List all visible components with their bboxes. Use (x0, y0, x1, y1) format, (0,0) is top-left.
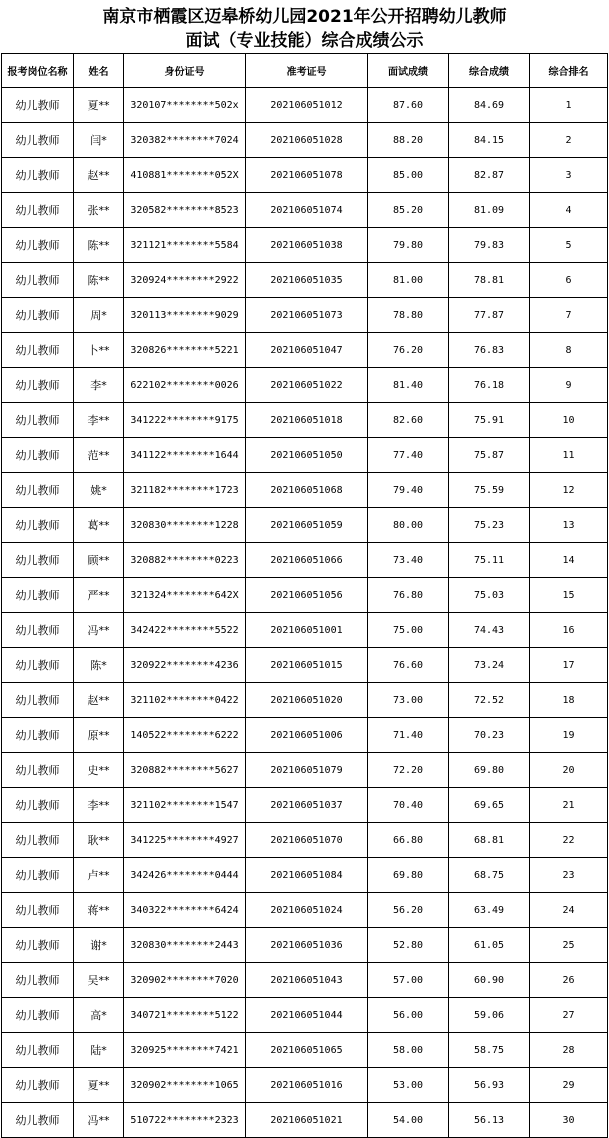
position-cell: 幼儿教师 (2, 508, 74, 543)
table-row (2, 718, 608, 753)
id-number-cell: 410881********052X (124, 158, 246, 193)
table-row (2, 578, 608, 613)
position-cell: 幼儿教师 (2, 473, 74, 508)
name-cell: 陈** (74, 263, 124, 298)
position-cell: 幼儿教师 (2, 648, 74, 683)
total-score-cell: 77.87 (449, 298, 530, 333)
id-number-cell: 510722********2323 (124, 1103, 246, 1138)
position-cell: 幼儿教师 (2, 368, 74, 403)
id-number-cell: 140522********6222 (124, 718, 246, 753)
total-score-cell: 74.43 (449, 613, 530, 648)
rank-cell: 24 (530, 893, 608, 928)
id-number-cell: 320582********8523 (124, 193, 246, 228)
name-cell: 李* (74, 368, 124, 403)
rank-cell: 26 (530, 963, 608, 998)
interview-score-cell: 81.40 (368, 368, 449, 403)
exam-number-cell: 202106051038 (246, 228, 368, 263)
table-row (2, 963, 608, 998)
table-row (2, 1103, 608, 1138)
rank-cell: 20 (530, 753, 608, 788)
rank-cell: 23 (530, 858, 608, 893)
name-cell: 赵** (74, 158, 124, 193)
interview-score-cell: 76.60 (368, 648, 449, 683)
name-cell: 夏** (74, 1068, 124, 1103)
id-number-cell: 342426********0444 (124, 858, 246, 893)
id-number-cell: 320826********5221 (124, 333, 246, 368)
exam-number-cell: 202106051021 (246, 1103, 368, 1138)
interview-score-cell: 54.00 (368, 1103, 449, 1138)
id-number-cell: 321102********1547 (124, 788, 246, 823)
rank-cell: 30 (530, 1103, 608, 1138)
total-score-cell: 76.18 (449, 368, 530, 403)
id-number-cell: 320922********4236 (124, 648, 246, 683)
rank-cell: 2 (530, 123, 608, 158)
header-total-score: 综合成绩 (449, 54, 530, 88)
exam-number-cell: 202106051001 (246, 613, 368, 648)
exam-number-cell: 202106051050 (246, 438, 368, 473)
position-cell: 幼儿教师 (2, 263, 74, 298)
name-cell: 范** (74, 438, 124, 473)
table-row (2, 823, 608, 858)
id-number-cell: 320107********502x (124, 88, 246, 123)
exam-number-cell: 202106051043 (246, 963, 368, 998)
id-number-cell: 341225********4927 (124, 823, 246, 858)
rank-cell: 7 (530, 298, 608, 333)
name-cell: 陈** (74, 228, 124, 263)
table-row (2, 683, 608, 718)
exam-number-cell: 202106051036 (246, 928, 368, 963)
position-cell: 幼儿教师 (2, 753, 74, 788)
table-row (2, 648, 608, 683)
total-score-cell: 59.06 (449, 998, 530, 1033)
rank-cell: 19 (530, 718, 608, 753)
position-cell: 幼儿教师 (2, 158, 74, 193)
name-cell: 严** (74, 578, 124, 613)
total-score-cell: 75.87 (449, 438, 530, 473)
interview-score-cell: 57.00 (368, 963, 449, 998)
table-row (2, 543, 608, 578)
total-score-cell: 69.80 (449, 753, 530, 788)
interview-score-cell: 72.20 (368, 753, 449, 788)
exam-number-cell: 202106051015 (246, 648, 368, 683)
interview-score-cell: 75.00 (368, 613, 449, 648)
total-score-cell: 56.93 (449, 1068, 530, 1103)
exam-number-cell: 202106051068 (246, 473, 368, 508)
position-cell: 幼儿教师 (2, 823, 74, 858)
exam-number-cell: 202106051066 (246, 543, 368, 578)
table-row (2, 893, 608, 928)
exam-number-cell: 202106051018 (246, 403, 368, 438)
name-cell: 葛** (74, 508, 124, 543)
position-cell: 幼儿教师 (2, 88, 74, 123)
position-cell: 幼儿教师 (2, 543, 74, 578)
interview-score-cell: 81.00 (368, 263, 449, 298)
name-cell: 周* (74, 298, 124, 333)
table-row (2, 508, 608, 543)
table-row (2, 858, 608, 893)
position-cell: 幼儿教师 (2, 403, 74, 438)
id-number-cell: 341122********1644 (124, 438, 246, 473)
position-cell: 幼儿教师 (2, 683, 74, 718)
interview-score-cell: 79.40 (368, 473, 449, 508)
rank-cell: 22 (530, 823, 608, 858)
exam-number-cell: 202106051084 (246, 858, 368, 893)
rank-cell: 6 (530, 263, 608, 298)
total-score-cell: 73.24 (449, 648, 530, 683)
name-cell: 张** (74, 193, 124, 228)
position-cell: 幼儿教师 (2, 123, 74, 158)
id-number-cell: 320382********7024 (124, 123, 246, 158)
interview-score-cell: 73.40 (368, 543, 449, 578)
table-row (2, 788, 608, 823)
id-number-cell: 320924********2922 (124, 263, 246, 298)
interview-score-cell: 56.00 (368, 998, 449, 1033)
position-cell: 幼儿教师 (2, 298, 74, 333)
position-cell: 幼儿教师 (2, 998, 74, 1033)
interview-score-cell: 56.20 (368, 893, 449, 928)
rank-cell: 14 (530, 543, 608, 578)
table-row (2, 333, 608, 368)
rank-cell: 5 (530, 228, 608, 263)
position-cell: 幼儿教师 (2, 1033, 74, 1068)
interview-score-cell: 71.40 (368, 718, 449, 753)
table-row (2, 368, 608, 403)
rank-cell: 17 (530, 648, 608, 683)
exam-number-cell: 202106051044 (246, 998, 368, 1033)
rank-cell: 27 (530, 998, 608, 1033)
id-number-cell: 340322********6424 (124, 893, 246, 928)
position-cell: 幼儿教师 (2, 928, 74, 963)
exam-number-cell: 202106051020 (246, 683, 368, 718)
interview-score-cell: 66.80 (368, 823, 449, 858)
table-row (2, 88, 608, 123)
table-row (2, 613, 608, 648)
name-cell: 冯** (74, 613, 124, 648)
total-score-cell: 84.69 (449, 88, 530, 123)
total-score-cell: 79.83 (449, 228, 530, 263)
exam-number-cell: 202106051012 (246, 88, 368, 123)
id-number-cell: 320902********7020 (124, 963, 246, 998)
rank-cell: 4 (530, 193, 608, 228)
name-cell: 李** (74, 788, 124, 823)
name-cell: 李** (74, 403, 124, 438)
position-cell: 幼儿教师 (2, 788, 74, 823)
interview-score-cell: 53.00 (368, 1068, 449, 1103)
interview-score-cell: 58.00 (368, 1033, 449, 1068)
total-score-cell: 84.15 (449, 123, 530, 158)
id-number-cell: 320113********9029 (124, 298, 246, 333)
rank-cell: 12 (530, 473, 608, 508)
header-interview-score: 面试成绩 (368, 54, 449, 88)
exam-number-cell: 202106051073 (246, 298, 368, 333)
interview-score-cell: 80.00 (368, 508, 449, 543)
interview-score-cell: 76.20 (368, 333, 449, 368)
table-row (2, 753, 608, 788)
rank-cell: 13 (530, 508, 608, 543)
exam-number-cell: 202106051047 (246, 333, 368, 368)
id-number-cell: 341222********9175 (124, 403, 246, 438)
document-title: 南京市栖霞区迈皋桥幼儿园2021年公开招聘幼儿教师 (102, 7, 507, 27)
total-score-cell: 61.05 (449, 928, 530, 963)
id-number-cell: 321182********1723 (124, 473, 246, 508)
position-cell: 幼儿教师 (2, 1068, 74, 1103)
id-number-cell: 342422********5522 (124, 613, 246, 648)
interview-score-cell: 73.00 (368, 683, 449, 718)
exam-number-cell: 202106051079 (246, 753, 368, 788)
rank-cell: 25 (530, 928, 608, 963)
total-score-cell: 75.59 (449, 473, 530, 508)
name-cell: 顾** (74, 543, 124, 578)
exam-number-cell: 202106051035 (246, 263, 368, 298)
position-cell: 幼儿教师 (2, 858, 74, 893)
id-number-cell: 320830********2443 (124, 928, 246, 963)
id-number-cell: 320830********1228 (124, 508, 246, 543)
exam-number-cell: 202106051059 (246, 508, 368, 543)
exam-number-cell: 202106051022 (246, 368, 368, 403)
name-cell: 卢** (74, 858, 124, 893)
position-cell: 幼儿教师 (2, 963, 74, 998)
rank-cell: 21 (530, 788, 608, 823)
table-row (2, 298, 608, 333)
results-table (1, 53, 608, 1138)
name-cell: 闫* (74, 123, 124, 158)
name-cell: 姚* (74, 473, 124, 508)
table-row (2, 263, 608, 298)
interview-score-cell: 69.80 (368, 858, 449, 893)
header-position: 报考岗位名称 (2, 54, 74, 88)
rank-cell: 8 (530, 333, 608, 368)
rank-cell: 28 (530, 1033, 608, 1068)
id-number-cell: 320925********7421 (124, 1033, 246, 1068)
position-cell: 幼儿教师 (2, 893, 74, 928)
id-number-cell: 320882********0223 (124, 543, 246, 578)
position-cell: 幼儿教师 (2, 1103, 74, 1138)
exam-number-cell: 202106051037 (246, 788, 368, 823)
interview-score-cell: 78.80 (368, 298, 449, 333)
rank-cell: 29 (530, 1068, 608, 1103)
position-cell: 幼儿教师 (2, 333, 74, 368)
header-exam-number: 准考证号 (246, 54, 368, 88)
exam-number-cell: 202106051078 (246, 158, 368, 193)
exam-number-cell: 202106051056 (246, 578, 368, 613)
rank-cell: 16 (530, 613, 608, 648)
interview-score-cell: 82.60 (368, 403, 449, 438)
id-number-cell: 321102********0422 (124, 683, 246, 718)
table-row (2, 158, 608, 193)
table-row (2, 473, 608, 508)
position-cell: 幼儿教师 (2, 613, 74, 648)
id-number-cell: 622102********0026 (124, 368, 246, 403)
name-cell: 史** (74, 753, 124, 788)
total-score-cell: 75.11 (449, 543, 530, 578)
total-score-cell: 75.03 (449, 578, 530, 613)
total-score-cell: 60.90 (449, 963, 530, 998)
header-rank: 综合排名 (530, 54, 608, 88)
interview-score-cell: 70.40 (368, 788, 449, 823)
interview-score-cell: 52.80 (368, 928, 449, 963)
interview-score-cell: 77.40 (368, 438, 449, 473)
table-row (2, 193, 608, 228)
total-score-cell: 68.75 (449, 858, 530, 893)
interview-score-cell: 79.80 (368, 228, 449, 263)
total-score-cell: 82.87 (449, 158, 530, 193)
name-cell: 吴** (74, 963, 124, 998)
total-score-cell: 63.49 (449, 893, 530, 928)
total-score-cell: 78.81 (449, 263, 530, 298)
total-score-cell: 56.13 (449, 1103, 530, 1138)
name-cell: 陆* (74, 1033, 124, 1068)
rank-cell: 10 (530, 403, 608, 438)
header-id-number: 身份证号 (124, 54, 246, 88)
rank-cell: 3 (530, 158, 608, 193)
document-subtitle: 面试（专业技能）综合成绩公示 (185, 31, 424, 51)
total-score-cell: 70.23 (449, 718, 530, 753)
total-score-cell: 75.91 (449, 403, 530, 438)
total-score-cell: 58.75 (449, 1033, 530, 1068)
exam-number-cell: 202106051070 (246, 823, 368, 858)
name-cell: 夏** (74, 88, 124, 123)
table-row (2, 998, 608, 1033)
table-header-row (2, 54, 608, 88)
interview-score-cell: 76.80 (368, 578, 449, 613)
exam-number-cell: 202106051024 (246, 893, 368, 928)
id-number-cell: 321324********642X (124, 578, 246, 613)
name-cell: 卜** (74, 333, 124, 368)
name-cell: 原** (74, 718, 124, 753)
total-score-cell: 72.52 (449, 683, 530, 718)
rank-cell: 11 (530, 438, 608, 473)
name-cell: 陈* (74, 648, 124, 683)
position-cell: 幼儿教师 (2, 193, 74, 228)
position-cell: 幼儿教师 (2, 438, 74, 473)
table-row (2, 1033, 608, 1068)
exam-number-cell: 202106051016 (246, 1068, 368, 1103)
total-score-cell: 68.81 (449, 823, 530, 858)
interview-score-cell: 85.00 (368, 158, 449, 193)
exam-number-cell: 202106051006 (246, 718, 368, 753)
table-row (2, 1068, 608, 1103)
exam-number-cell: 202106051065 (246, 1033, 368, 1068)
table-row (2, 438, 608, 473)
position-cell: 幼儿教师 (2, 718, 74, 753)
interview-score-cell: 88.20 (368, 123, 449, 158)
table-row (2, 228, 608, 263)
total-score-cell: 81.09 (449, 193, 530, 228)
name-cell: 蒋** (74, 893, 124, 928)
rank-cell: 15 (530, 578, 608, 613)
interview-score-cell: 87.60 (368, 88, 449, 123)
rank-cell: 18 (530, 683, 608, 718)
id-number-cell: 320882********5627 (124, 753, 246, 788)
name-cell: 高* (74, 998, 124, 1033)
header-name: 姓名 (74, 54, 124, 88)
name-cell: 冯** (74, 1103, 124, 1138)
total-score-cell: 76.83 (449, 333, 530, 368)
total-score-cell: 69.65 (449, 788, 530, 823)
exam-number-cell: 202106051074 (246, 193, 368, 228)
rank-cell: 9 (530, 368, 608, 403)
table-row (2, 928, 608, 963)
position-cell: 幼儿教师 (2, 228, 74, 263)
rank-cell: 1 (530, 88, 608, 123)
interview-score-cell: 85.20 (368, 193, 449, 228)
table-row (2, 123, 608, 158)
total-score-cell: 75.23 (449, 508, 530, 543)
name-cell: 谢* (74, 928, 124, 963)
id-number-cell: 320902********1065 (124, 1068, 246, 1103)
id-number-cell: 340721********5122 (124, 998, 246, 1033)
position-cell: 幼儿教师 (2, 578, 74, 613)
id-number-cell: 321121********5584 (124, 228, 246, 263)
exam-number-cell: 202106051028 (246, 123, 368, 158)
name-cell: 耿** (74, 823, 124, 858)
table-row (2, 403, 608, 438)
name-cell: 赵** (74, 683, 124, 718)
